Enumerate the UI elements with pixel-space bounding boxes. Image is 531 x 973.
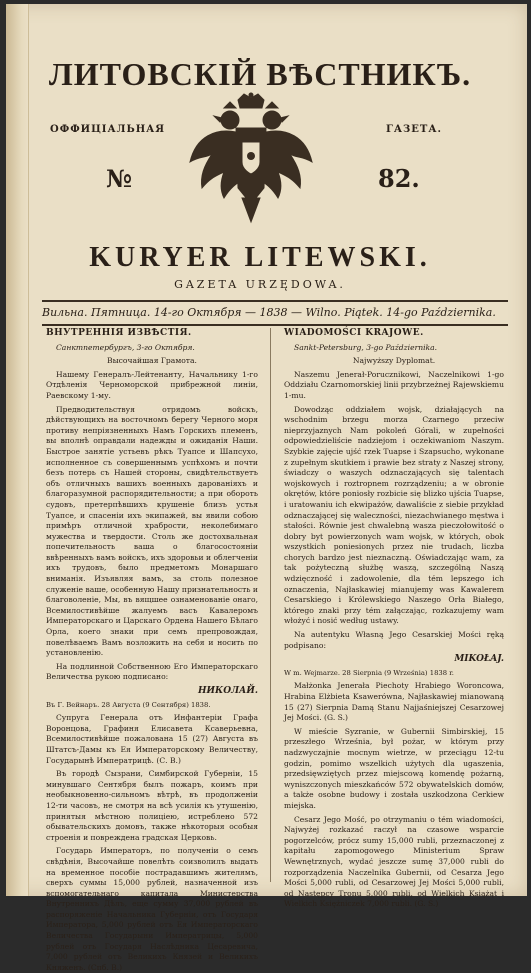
article-paragraph: Dowodząc oddziałem wojsk, działających na wschodnim brzegu morza Czarnego przeciw nieprzyjaznych Nam pokoleń Górali, w zupełności odpowiedzieliście nadziejom i oczekiwaniom Naszym. Szybkie zajęcie ujść rzek Tuapse i Szapsucho, wykonane z zupełnym skutkiem i prawie bez straty z Naszej strony, świadczy o waszych odznaczających się talentach wojskowych i roztropnem rozrządzeniu; a w obronie okrętów, które poniosły rozbicie się blizko ujścia Tuapse, i uratowaniu ich ekwipażów, dawaliście z siebie przykład odznaczającej się waleczności, niezachwianego męstwa i stałości. Równie jest chwalebną wasza pieczołowitość o dobry byt powierzonych wam wojsk, w których, obok wszystkich poniesionych przez nie trudach, liczba chorych bardzo jest nieznaczną. Oświadczając wam, za tak pożyteczną służbę waszą, szczególną Naszą wdzięczność i zadowolenie, dla tém lepszego ich oznaczenia, Najłaskawiej mianujemy was Kawalerem Cesarskiego i Królewskiego Naszego Orła Białego, którego znaki przy tém załączając, rozkazujemy wam włożyć i nosić według ustawy. [284,404,504,626]
article-paragraph: Na autentyku Własną Jego Cesarskiej Mości ręką podpisano: [284,630,504,650]
page-binding [6,4,29,896]
article-paragraph: W m. Wejmarze. 28 Sierpnia (9 Września) 1838 r. [284,668,454,677]
newspaper-page [6,4,527,972]
article-paragraph: Государь Императоръ, по полученiи о семъ свѣдѣнiя, Высочайше повелѣть соизволилъ выдать на временное пособiе пострадавшимъ жителямъ, сверхъ суммы 15,000 рублей, назначенной изъ вспомогательнаго капитала Министерства Внутреннихъ Дѣлъ, еще сумму 37,000 рублей въ распоряженiе Начальника Губернiи, отъ Государя Императора, 5,000 рублей отъ Ея Императорскаго Величества Государыни Императрицы, 5,000 рублей отъ Государя Наслѣдника Цесаревича, 7,000 рублей отъ Великихъ Князей и Великихъ Княженъ. (Спб. В.) [46,846,258,972]
article-paragraph: Супруга Генерала отъ Инфантерiи Графа Воронцова, Графиня Елисавета Ксаверьевна, Всемилостивѣйше пожалована 15 (27) Августа въ Штатсъ-Дамы къ Ея Императорскому Величеству, Государынѣ Императрицѣ. (С. В.) [46,713,258,765]
article-paragraph: Въ Г. Вейнаръ. 28 Августа (9 Сентября) 1838. [46,700,211,709]
column-divider [270,328,271,882]
masthead-subtitle-right: ГАЗЕТА. [386,124,442,135]
masthead-title-ru: ЛИТОВСКIЙ ВѢСТНИКЪ. [48,56,472,92]
article-paragraph: W mieście Syzranie, w Gubernii Simbirskiej, 15 przeszłego Września, był pożar, w którym przy nadzwyczajnie mocnym wietrze, w przeciągu 12-tu godzin, pomimo wszelkich użytych dla ugaszenia, przedsięwziętych przez miejscową komendę pożarną, wyniszczonych mieszkańców 572 obywatelskich domów, a także osobne budowy i została uszkodzona Cerkiew miejska. [284,726,504,810]
article-paragraph: Małżonka Jenerała Piechoty Hrabiego Woroncowa, Hrabina Elżbieta Ksawerówna, Najłaskawiej mianowaną 15 (27) Sierpnia Damą Stanu Najjaśniejszej Cesarzowej Jej Mości. (G. S.) [284,681,504,723]
article-paragraph: Предводительствуя отрядомъ войскъ, дѣйствующихъ на восточномъ берегу Черного моря противу непрiязненныхъ Намъ Горскихъ племенъ, вы вполнѣ оправдали надежды и ожиданiя Наши. Быстрое занятiе устьевъ рѣкъ Туапсе и Шапсухо, исполненное съ совершеннымъ успѣхомъ и почти безъ потерь съ Нашей стороны, свидѣтельствуетъ объ отличныхъ вашихъ военныхъ дарованiяхъ и благоразумной распорядительности; а при обороть судовъ, претерпѣвшихъ крушенiе близъ устья Туапсе, и спасенiи ихъ экипажей, вы явили собою примѣръ отличной храбрости, неколебимаго мужества и твердости. Столь же достохвальная попечительность ваша о благосостоянiи ввѣренныхъ вамъ войскъ, ихъ здоровьи и облегченiи ихъ трудовъ, было предметомъ Монаршаго вниманiя. Изъявляя вамъ, за столь полезное служенiе ваше, особенную Нашу признательность и благоволенiе, Мы, въ вящшее ознаменованiе онаго, Всемилостивѣйше жалуемъ васъ Кавалеромъ Императорскаго и Царскаго Ордена Нашего Бѣлаго Орла, коего знаки при семъ препровождая, повелѣваемъ Вамъ возложить на себя и носить по установленiю. [46,404,258,658]
masthead-title-pl: KURYER LITEWSKI. [89,242,431,273]
masthead-subtitle-pl: GAZETA URZĘDOWA. [174,278,346,291]
issue-number: 82. [378,164,420,193]
article-paragraph: Najwyższy Dyplomat. [352,356,436,366]
issue-number-label: № [106,164,133,193]
signature: НИКОЛАЙ. [198,686,258,696]
column-polish [284,328,504,909]
article-paragraph: Высочайшая Грамота. [107,356,197,366]
dateline: Вильна. Пятница. 14-го Октября — 1838 — Wilno. Piątek. 14-go Października. [42,300,508,326]
article-paragraph: Cesarz Jego Mość, po otrzymaniu o tém wiadomości, Najwyżej rozkazać raczył na czasowe wsparcie pogorzelców, prócz sumy 15,000 rubli, przeznaczonej z kapitału zapomogowego Ministerium Spraw Wewnętrznych, wydać jeszcze sumę 37,000 rubli do rozporządzenia Naczelnika Gubernii, od Cesarza Jego Mości 5,000 rubli, od Cesarzowej Jej Mości 5,000 rubli, od Następcy Tronu 5,000 rubli, od Wielkich Książąt i Wielkich Księżniczek 7,000 rubli. (G. S.) [284,814,504,909]
article-paragraph: Sankt-Petersburg, 3-go Października. [294,342,438,352]
column-heading: ВНУТРЕННIЯ ИЗВѢСТIЯ. [46,328,192,338]
column-heading: WIADOMOŚCI KRAJOWE. [284,328,424,338]
column-russian [46,328,258,972]
double-headed-eagle-emblem-icon [186,92,316,227]
article-paragraph: На подлинной Собственною Его Императорскаго Величества рукою подписано: [46,661,258,682]
article-paragraph: Въ городѣ Сызрани, Симбирской Губернiи, 15 минувшаго Сентября былъ пожаръ, коимъ при необыкновенно-сильномъ вѣтрѣ, въ продолженiи 12-ти часовъ, не смотря на всѣ усилiя къ утушенiю, принятыя мѣстною полицiею, истреблено 572 обывательскихъ домовъ, также нѣкоторыя особыя строенiя и повреждена градская Церковь. [46,769,258,842]
masthead-subtitle-left: ОФФИЦIАЛЬНАЯ [50,124,166,135]
article-paragraph: Naszemu Jenerał-Porucznikowi, Naczelnikowi 1-go Oddziału Czarnomorskiej linii przybrzeżnej Rajewskiemu 1-mu. [284,369,504,400]
article-paragraph: Санктпетербургъ, 3-го Октября. [56,342,195,352]
signature: MIKOŁAJ. [454,654,504,665]
article-paragraph: Нашему Генералъ-Лейтенанту, Начальнику 1-го Отдѣленiя Черноморской прибрежной линiи, Раевскому 1-му. [46,369,258,400]
